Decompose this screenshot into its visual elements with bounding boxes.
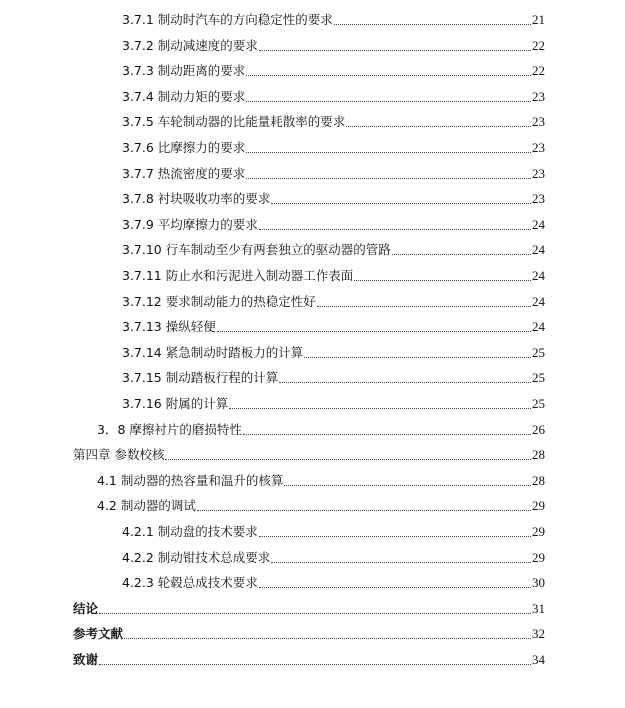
toc-entry-title: 3.7.6 比摩擦力的要求 bbox=[122, 140, 246, 155]
toc-dot-leader bbox=[304, 357, 531, 358]
toc-entry-title: 4.2.1 制动盘的技术要求 bbox=[122, 524, 258, 539]
toc-entry[interactable] bbox=[122, 162, 545, 182]
toc-entry[interactable] bbox=[122, 341, 545, 361]
toc-dot-leader bbox=[259, 229, 531, 230]
toc-page-number: 26 bbox=[532, 421, 545, 437]
toc-entry[interactable] bbox=[122, 238, 545, 258]
toc-entry-title: 3.7.5 车轮制动器的比能量耗散率的要求 bbox=[122, 114, 346, 130]
toc-page-number: 29 bbox=[532, 498, 545, 514]
toc-dot-leader bbox=[217, 331, 531, 332]
toc-entry[interactable] bbox=[122, 366, 545, 386]
toc-page-number: 23 bbox=[532, 165, 545, 181]
toc-entry[interactable] bbox=[122, 213, 545, 233]
toc-entry-title: 3.7.14 紧急制动时踏板力的计算 bbox=[122, 344, 304, 360]
toc-entry-title: 参考文献 bbox=[73, 626, 124, 642]
toc-entry-title: 3.7.16 附属的计算 bbox=[122, 396, 229, 411]
toc-dot-leader bbox=[124, 638, 531, 639]
toc-dot-leader bbox=[99, 664, 531, 665]
toc-entry[interactable] bbox=[97, 418, 545, 438]
toc-entry-title: 3.7.12 要求制动能力的热稳定性好 bbox=[122, 293, 316, 309]
toc-entry[interactable] bbox=[73, 622, 545, 642]
toc-entry[interactable] bbox=[122, 264, 545, 284]
toc-dot-leader bbox=[243, 434, 531, 435]
toc-page-number: 29 bbox=[532, 524, 545, 539]
toc-entry[interactable] bbox=[122, 8, 545, 28]
toc-entry[interactable] bbox=[122, 187, 545, 207]
toc-entry[interactable] bbox=[122, 546, 545, 566]
toc-entry[interactable] bbox=[122, 110, 545, 130]
toc-entry-title: 3．8 摩擦衬片的磨损特性 bbox=[97, 421, 242, 437]
toc-entry-title: 3.7.15 制动踏板行程的计算 bbox=[122, 370, 279, 386]
toc-dot-leader bbox=[246, 178, 531, 179]
toc-page-number: 28 bbox=[532, 472, 545, 488]
toc-page-number: 25 bbox=[532, 344, 545, 360]
toc-entry-title: 3.7.2 制动减速度的要求 bbox=[122, 37, 258, 53]
toc-dot-leader bbox=[317, 306, 531, 307]
toc-page-number: 24 bbox=[532, 293, 545, 309]
toc-entry-title: 3.7.9 平均摩擦力的要求 bbox=[122, 216, 258, 232]
toc-entry[interactable] bbox=[97, 494, 545, 514]
toc-dot-leader bbox=[259, 536, 531, 537]
toc-dot-leader bbox=[246, 101, 531, 102]
toc-dot-leader bbox=[354, 280, 531, 281]
toc-entry-title: 4.2.3 轮毂总成技术要求 bbox=[122, 575, 258, 591]
toc-entry-title: 第四章 参数校核 bbox=[73, 447, 165, 463]
toc-page-number: 22 bbox=[532, 63, 545, 79]
toc-page-number: 23 bbox=[532, 191, 545, 207]
toc-page-number: 24 bbox=[532, 268, 545, 283]
toc-entry-title: 3.7.13 操纵轻便 bbox=[122, 319, 216, 335]
toc-entry-title: 3.7.7 热流密度的要求 bbox=[122, 165, 246, 181]
toc-entry-title: 3.7.8 衬块吸收功率的要求 bbox=[122, 191, 271, 207]
toc-entry[interactable] bbox=[73, 597, 545, 617]
toc-dot-leader bbox=[346, 126, 531, 127]
toc-dot-leader bbox=[392, 254, 531, 255]
toc-dot-leader bbox=[271, 203, 531, 204]
toc-entry-title: 3.7.11 防止水和污泥进入制动器工作表面 bbox=[122, 268, 354, 283]
toc-page-number: 22 bbox=[532, 37, 545, 53]
toc-entry-title: 4.2 制动器的调试 bbox=[97, 498, 196, 514]
toc-dot-leader bbox=[246, 75, 531, 76]
toc-dot-leader bbox=[165, 459, 531, 460]
toc-entry-title: 3.7.4 制动力矩的要求 bbox=[122, 88, 246, 104]
toc-dot-leader bbox=[259, 587, 531, 588]
toc-page-number: 31 bbox=[532, 600, 545, 616]
toc-entry[interactable] bbox=[122, 34, 545, 54]
toc-dot-leader bbox=[284, 485, 531, 486]
toc-entry-title: 4.2.2 制动钳技术总成要求 bbox=[122, 549, 271, 565]
toc-dot-leader bbox=[334, 24, 531, 25]
toc-dot-leader bbox=[99, 613, 531, 614]
toc-dot-leader bbox=[246, 152, 531, 153]
toc-page-number: 21 bbox=[532, 12, 545, 27]
toc-entry-title: 4.1 制动器的热容量和温升的核算 bbox=[97, 472, 284, 488]
toc-page-number: 25 bbox=[532, 370, 545, 386]
toc-page-number: 23 bbox=[532, 140, 545, 155]
toc-entry[interactable] bbox=[73, 648, 545, 668]
toc-dot-leader bbox=[229, 408, 531, 409]
toc-entry-title: 3.7.1 制动时汽车的方向稳定性的要求 bbox=[122, 12, 333, 27]
toc-page-number: 25 bbox=[532, 396, 545, 411]
toc-entry[interactable] bbox=[122, 315, 545, 335]
toc-entry[interactable] bbox=[73, 443, 545, 463]
toc-page-number: 30 bbox=[532, 575, 545, 591]
toc-entry-title: 3.7.3 制动距离的要求 bbox=[122, 63, 246, 79]
toc-entry-title: 致谢 bbox=[73, 652, 99, 667]
toc-entry[interactable] bbox=[122, 392, 545, 412]
toc-entry[interactable] bbox=[122, 85, 545, 105]
toc-entry[interactable] bbox=[122, 136, 545, 156]
toc-dot-leader bbox=[197, 510, 531, 511]
toc-entry-title: 结论 bbox=[73, 600, 99, 616]
toc-entry[interactable] bbox=[122, 59, 545, 79]
toc-dot-leader bbox=[279, 382, 531, 383]
toc-page-number: 32 bbox=[532, 626, 545, 642]
toc-entry[interactable] bbox=[97, 469, 545, 489]
toc-page-number: 24 bbox=[532, 319, 545, 335]
toc-page-number: 24 bbox=[532, 242, 545, 258]
toc-entry[interactable] bbox=[122, 571, 545, 591]
toc-entry[interactable] bbox=[122, 290, 545, 310]
toc-page-number: 23 bbox=[532, 88, 545, 104]
toc-page-number: 34 bbox=[532, 652, 545, 667]
toc-dot-leader bbox=[259, 50, 531, 51]
toc-page-number: 24 bbox=[532, 216, 545, 232]
toc-page-number: 28 bbox=[532, 447, 545, 463]
toc-entry-title: 3.7.10 行车制动至少有两套独立的驱动器的管路 bbox=[122, 242, 391, 258]
toc-page-number: 29 bbox=[532, 549, 545, 565]
toc-entry[interactable] bbox=[122, 520, 545, 540]
toc-dot-leader bbox=[271, 562, 531, 563]
toc-page-number: 23 bbox=[532, 114, 545, 130]
